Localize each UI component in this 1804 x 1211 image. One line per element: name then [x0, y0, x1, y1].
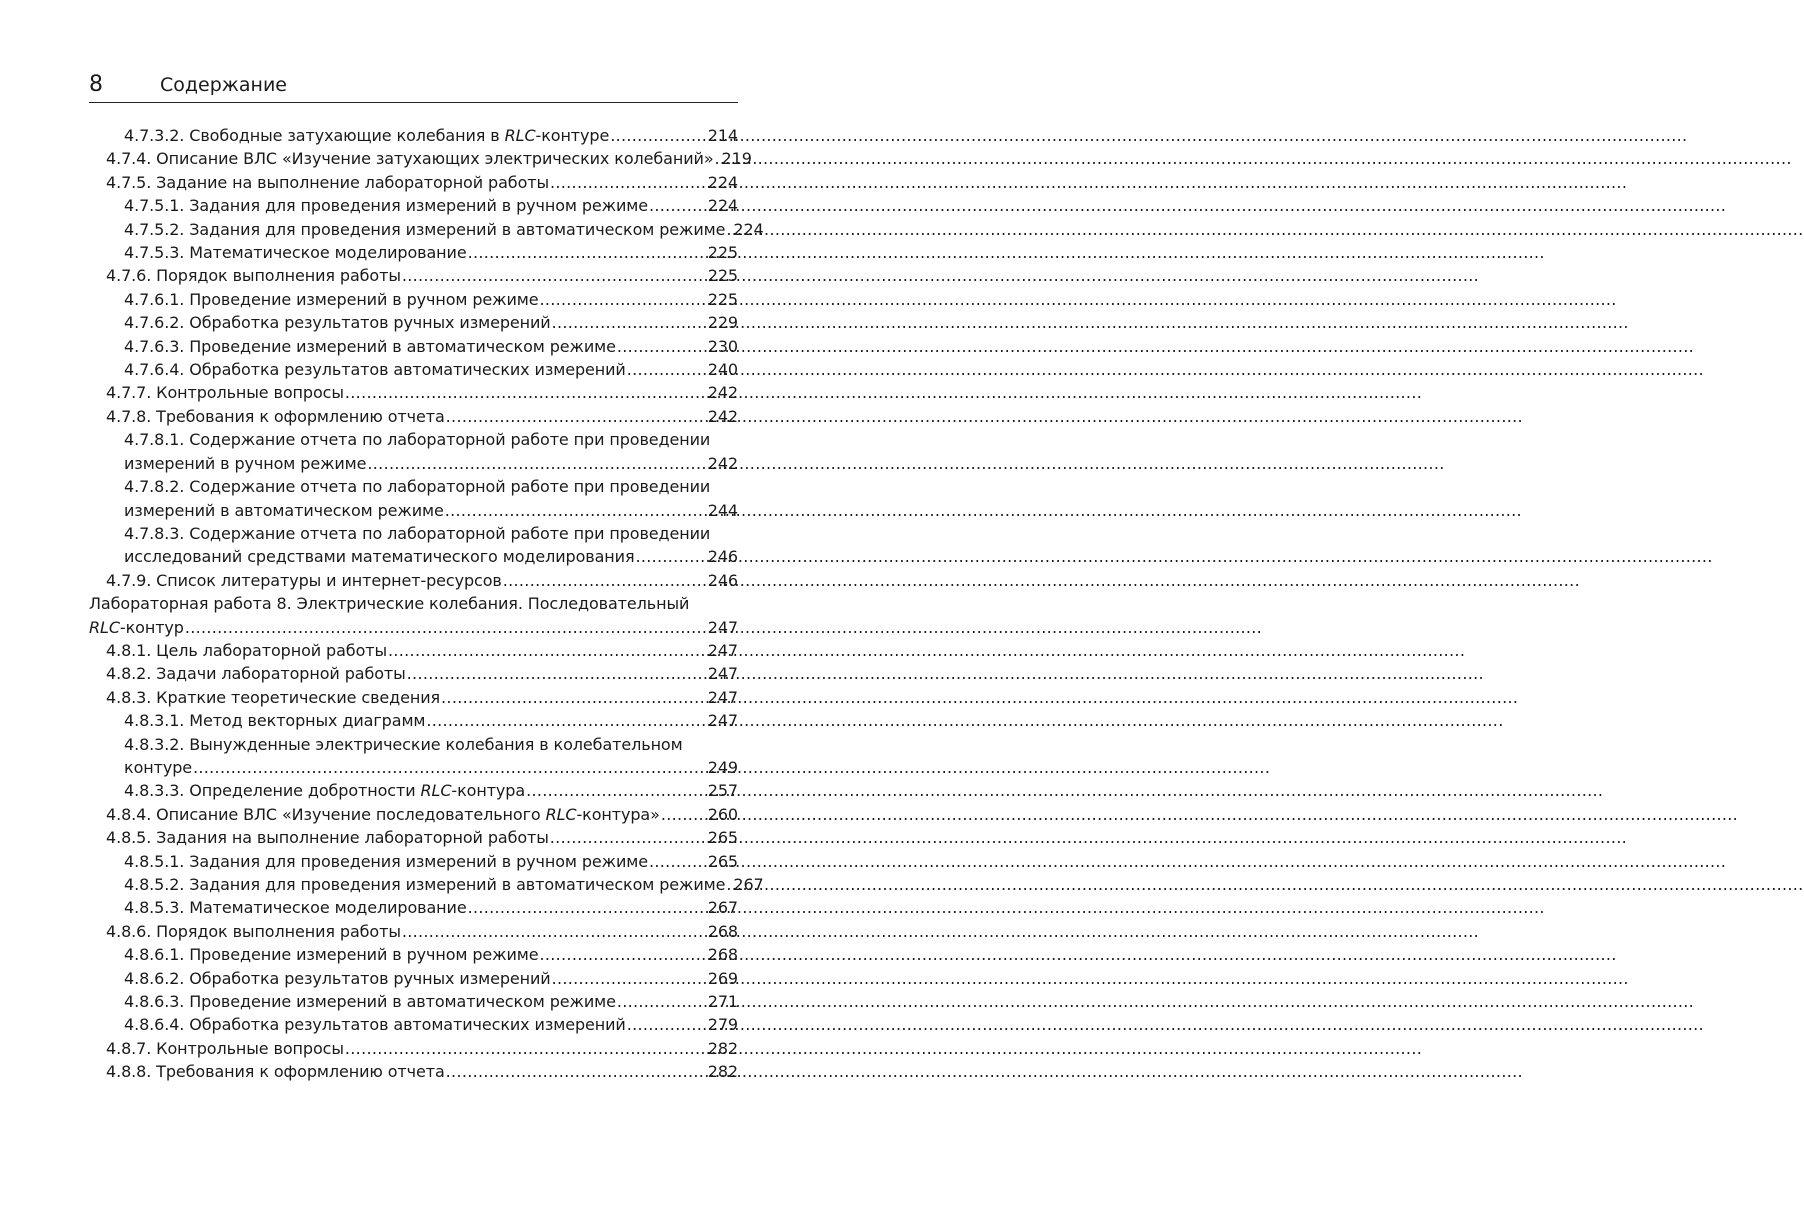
- toc-entry-title: 4.8.3.1. Метод векторных диаграмм: [124, 711, 426, 731]
- toc-entry-title: 4.7.6. Порядок выполнения работы: [106, 266, 401, 286]
- toc-entry-line: [106, 686, 738, 709]
- toc-entry[interactable]: [89, 639, 738, 662]
- toc-entry-page-number: 224: [733, 219, 764, 239]
- toc-entry[interactable]: [89, 850, 738, 873]
- dot-leader: [661, 803, 707, 826]
- toc-entry-page-number: 265: [707, 828, 738, 848]
- toc-entry-title: контуре: [124, 757, 193, 777]
- toc-entry-page-number: 247: [707, 617, 738, 637]
- toc-entry[interactable]: [89, 990, 738, 1013]
- toc-entry-page-number: 271: [707, 992, 738, 1012]
- toc-entry-title: 4.8.3.3. Определение добротности RLC-контура: [124, 781, 526, 801]
- dot-leader: [649, 850, 707, 873]
- toc-entry-title: 4.7.3.2. Свободные затухающие колебания в RLC-контуре: [124, 126, 610, 145]
- toc-entry-title: 4.8.7. Контрольные вопросы: [106, 1038, 344, 1058]
- toc-entry-page-number: 260: [707, 804, 738, 824]
- dot-leader: [426, 709, 706, 732]
- toc-entry-line: [124, 709, 738, 732]
- toc-entry-title-first-line: 4.7.8.2. Содержание отчета по лабораторной работе при проведении: [124, 477, 711, 497]
- toc-entry-page-number: 225: [707, 243, 738, 263]
- dot-leader: [446, 405, 707, 428]
- dot-leader: [627, 1013, 707, 1036]
- toc-entry-page-number: 242: [707, 383, 738, 403]
- toc-entry-line: [106, 803, 738, 826]
- toc-entry-title: 4.8.6.4. Обработка результатов автоматических измерений: [124, 1015, 626, 1035]
- toc-entry-title: 4.8.6.2. Обработка результатов ручных измерений: [124, 968, 551, 988]
- toc-entry-title: 4.8.6.1. Проведение измерений в ручном режиме: [124, 945, 539, 965]
- toc-entry[interactable]: [89, 943, 738, 966]
- toc-entry-line: [106, 147, 752, 170]
- toc-entry-page-number: 224: [707, 196, 738, 216]
- dot-leader: [627, 358, 707, 381]
- toc-entry[interactable]: [89, 803, 738, 826]
- dot-leader: [726, 873, 732, 896]
- toc-entry-line: [89, 616, 738, 639]
- toc-entry-page-number: 219: [721, 149, 752, 169]
- toc-entry-line: [106, 381, 738, 404]
- toc-entry-title: 4.8.1. Цель лабораторной работы: [106, 640, 388, 660]
- dot-leader: [617, 335, 707, 358]
- toc-entry-page-number: 249: [707, 757, 738, 777]
- toc-entry-page-number: 267: [707, 898, 738, 918]
- page-number: 8: [89, 72, 103, 97]
- toc-entry[interactable]: [89, 569, 738, 592]
- toc-entry-page-number: 246: [707, 547, 738, 567]
- toc-entry-title: 4.7.9. Список литературы и интернет-ресурсов: [106, 570, 502, 590]
- toc-entry-line: [106, 264, 738, 287]
- dot-leader: [552, 967, 707, 990]
- toc-entry-title: 4.7.4. Описание ВЛС «Изучение затухающих электрических колебаний»: [106, 149, 714, 169]
- toc-entry-line: [124, 194, 738, 217]
- toc-entry[interactable]: [89, 241, 738, 264]
- toc-entry-line: [124, 311, 738, 334]
- toc-entry-line: [124, 358, 738, 381]
- toc-entry-line: [106, 662, 738, 685]
- dot-leader: [402, 264, 707, 287]
- toc-entry-page-number: 242: [707, 406, 738, 426]
- page-header: [89, 70, 738, 103]
- dot-leader: [388, 639, 707, 662]
- toc-entry-page-number: 225: [707, 266, 738, 286]
- dot-leader: [407, 662, 707, 685]
- toc-entry-title: 4.8.2. Задачи лабораторной работы: [106, 664, 406, 684]
- toc-entry-title: исследований средствами математического моделирования: [124, 547, 635, 567]
- toc-entry[interactable]: [89, 826, 738, 849]
- toc-entry[interactable]: [89, 1037, 738, 1060]
- toc-entry-line: [106, 1060, 738, 1083]
- toc-entry[interactable]: [89, 662, 738, 685]
- toc-entry[interactable]: [89, 218, 764, 241]
- toc-entry-page-number: 267: [733, 875, 764, 894]
- toc-entry-page-number: 247: [707, 711, 738, 731]
- toc-entry-line: [124, 943, 738, 966]
- dot-leader: [367, 452, 706, 475]
- toc-entry-title: 4.7.5.3. Математическое моделирование: [124, 243, 467, 263]
- toc-entry-title-first-line: 4.7.8.3. Содержание отчета по лабораторной работе при проведении: [124, 523, 711, 543]
- toc-entry[interactable]: [89, 896, 738, 919]
- toc-entry-title: 4.7.6.4. Обработка результатов автоматических измерений: [124, 360, 626, 380]
- toc-entry-line: [106, 569, 738, 592]
- toc-entry-title: 4.7.5. Задание на выполнение лабораторной работы: [106, 172, 550, 192]
- toc-entry-title: 4.8.5. Задания на выполнение лабораторной работы: [106, 828, 549, 848]
- toc-entry-line: [124, 990, 738, 1013]
- toc-entry-page-number: 230: [707, 336, 738, 356]
- toc-entry-line: [124, 241, 738, 264]
- toc-entry-title: 4.7.6.1. Проведение измерений в ручном режиме: [124, 289, 539, 309]
- table-of-contents: [89, 124, 764, 1084]
- toc-entry-page-number: 225: [707, 289, 738, 309]
- toc-entry-title-first-line: Лабораторная работа 8. Электрические колебания. Последовательный: [89, 594, 690, 614]
- toc-entry-page-number: 214: [707, 126, 738, 145]
- toc-entry[interactable]: [89, 1060, 738, 1083]
- toc-entry-title: измерений в автоматическом режиме: [124, 500, 444, 520]
- header-title: Содержание: [160, 74, 287, 96]
- dot-leader: [649, 194, 707, 217]
- toc-entry[interactable]: [89, 147, 752, 170]
- toc-entry-line: [124, 779, 738, 802]
- toc-entry[interactable]: [89, 592, 738, 639]
- toc-entry-page-number: 268: [707, 921, 738, 941]
- toc-entry-page-number: 247: [707, 640, 738, 660]
- toc-entry-line: [124, 335, 738, 358]
- toc-entry-title-first-line: 4.7.8.1. Содержание отчета по лабораторной работе при проведении: [124, 430, 711, 450]
- toc-entry[interactable]: [89, 124, 738, 147]
- toc-entry-title: 4.8.6.3. Проведение измерений в автоматическом режиме: [124, 992, 616, 1012]
- toc-entry-page-number: 269: [707, 968, 738, 988]
- toc-entry-title: 4.8.3. Краткие теоретические сведения: [106, 687, 441, 707]
- dot-leader: [345, 1037, 707, 1060]
- toc-entry[interactable]: [89, 335, 738, 358]
- toc-entry-title: 4.7.7. Контрольные вопросы: [106, 383, 344, 403]
- dot-leader: [445, 499, 707, 522]
- toc-entry-title: 4.7.6.3. Проведение измерений в автоматическом режиме: [124, 336, 616, 356]
- toc-entry[interactable]: [89, 428, 738, 475]
- toc-entry[interactable]: [89, 522, 738, 569]
- toc-entry-line: [124, 288, 738, 311]
- dot-leader: [468, 896, 707, 919]
- toc-entry-page-number: 279: [707, 1015, 738, 1035]
- toc-entry-title: измерений в ручном режиме: [124, 453, 367, 473]
- toc-entry-page-number: 268: [707, 945, 738, 965]
- dot-leader: [550, 171, 707, 194]
- toc-entry[interactable]: [89, 709, 738, 732]
- dot-leader: [617, 990, 707, 1013]
- toc-entry[interactable]: [89, 873, 764, 896]
- toc-entry-page-number: 240: [707, 360, 738, 380]
- toc-entry-line: [124, 873, 764, 896]
- toc-entry-title: 4.7.8. Требования к оформлению отчета: [106, 406, 445, 426]
- toc-entry[interactable]: [89, 779, 738, 802]
- dot-leader: [503, 569, 707, 592]
- toc-entry-line: [124, 499, 738, 522]
- toc-entry[interactable]: [89, 311, 738, 334]
- toc-entry-line: [106, 826, 738, 849]
- dot-leader: [185, 616, 707, 639]
- dot-leader: [468, 241, 707, 264]
- dot-leader: [726, 218, 732, 241]
- toc-entry-line: [124, 218, 764, 241]
- toc-entry-line: [124, 1013, 738, 1036]
- toc-entry-title: 4.7.6.2. Обработка результатов ручных измерений: [124, 313, 551, 333]
- toc-entry-title-first-line: 4.8.3.2. Вынужденные электрические колебания в колебательном: [124, 734, 683, 754]
- toc-entry-page-number: 257: [707, 781, 738, 801]
- toc-entry[interactable]: [89, 920, 738, 943]
- dot-leader: [610, 124, 707, 147]
- toc-entry-page-number: 247: [707, 687, 738, 707]
- toc-entry-page-number: 242: [707, 453, 738, 473]
- toc-entry-title: 4.7.5.2. Задания для проведения измерений в автоматическом режиме: [124, 219, 726, 239]
- toc-entry-page-number: 224: [707, 172, 738, 192]
- toc-entry-line: [124, 850, 738, 873]
- dot-leader: [540, 943, 707, 966]
- dot-leader: [345, 381, 707, 404]
- toc-entry[interactable]: [89, 288, 738, 311]
- toc-entry-page-number: 282: [707, 1038, 738, 1058]
- dot-leader: [402, 920, 707, 943]
- toc-entry-line: [106, 1037, 738, 1060]
- toc-entry-title: 4.8.6. Порядок выполнения работы: [106, 921, 401, 941]
- dot-leader: [446, 1060, 707, 1083]
- toc-entry-page-number: 229: [707, 313, 738, 333]
- dot-leader: [550, 826, 707, 849]
- toc-entry[interactable]: [89, 358, 738, 381]
- toc-entry-page-number: 246: [707, 570, 738, 590]
- toc-entry[interactable]: [89, 381, 738, 404]
- dot-leader: [441, 686, 707, 709]
- dot-leader: [526, 779, 707, 802]
- toc-entry[interactable]: [89, 686, 738, 709]
- toc-entry-line: [124, 452, 738, 475]
- dot-leader: [193, 756, 707, 779]
- toc-entry[interactable]: [89, 733, 738, 780]
- toc-entry-title: 4.8.4. Описание ВЛС «Изучение последовательного RLC-контура»: [106, 804, 660, 824]
- toc-entry-page-number: 247: [707, 664, 738, 684]
- toc-entry-line: [106, 920, 738, 943]
- toc-entry-page-number: 282: [707, 1062, 738, 1082]
- toc-entry[interactable]: [89, 264, 738, 287]
- dot-leader: [635, 545, 706, 568]
- toc-entry[interactable]: [89, 194, 738, 217]
- toc-entry-line: [124, 124, 738, 147]
- toc-entry-title: 4.8.8. Требования к оформлению отчета: [106, 1062, 445, 1082]
- toc-entry-title: 4.8.5.1. Задания для проведения измерений в ручном режиме: [124, 851, 648, 871]
- toc-entry[interactable]: [89, 171, 738, 194]
- dot-leader: [552, 311, 707, 334]
- toc-entry-title: 4.8.5.2. Задания для проведения измерений в автоматическом режиме: [124, 875, 726, 894]
- toc-entry-title: 4.7.5.1. Задания для проведения измерений в ручном режиме: [124, 196, 648, 216]
- toc-entry[interactable]: [89, 405, 738, 428]
- toc-entry-line: [106, 171, 738, 194]
- toc-entry-page-number: 265: [707, 851, 738, 871]
- toc-entry-page-number: 244: [707, 500, 738, 520]
- toc-entry-title: 4.8.5.3. Математическое моделирование: [124, 898, 467, 918]
- toc-entry[interactable]: [89, 475, 738, 522]
- toc-entry-line: [124, 756, 738, 779]
- toc-entry[interactable]: [89, 1013, 738, 1036]
- dot-leader: [540, 288, 707, 311]
- toc-entry-line: [106, 639, 738, 662]
- dot-leader: [715, 147, 721, 170]
- toc-entry-line: [124, 896, 738, 919]
- toc-entry-line: [124, 967, 738, 990]
- toc-entry-line: [106, 405, 738, 428]
- toc-entry-line: [124, 545, 738, 568]
- toc-entry[interactable]: [89, 967, 738, 990]
- toc-entry-title: RLC-контур: [89, 617, 184, 637]
